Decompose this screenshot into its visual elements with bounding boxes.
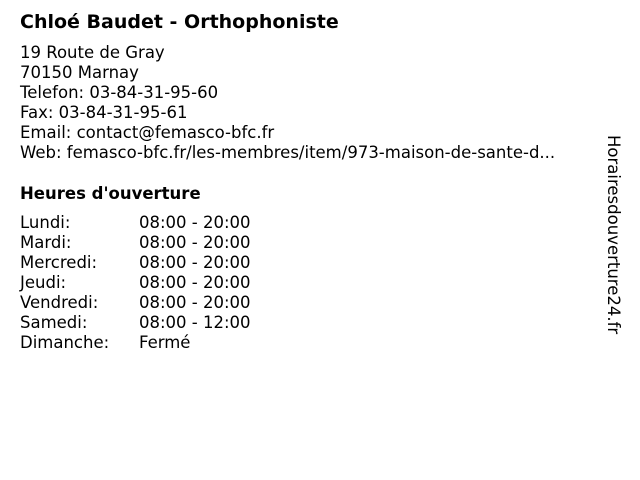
phone-number: Telefon: 03-84-31-95-60 xyxy=(20,83,219,102)
address-city: 70150 Marnay xyxy=(20,63,139,82)
website-url: Web: femasco-bfc.fr/les-membres/item/973-maison-de-sante-d... xyxy=(20,143,556,162)
email-address: Email: contact@femasco-bfc.fr xyxy=(20,123,275,142)
site-watermark: Horairesdouverture24.fr xyxy=(604,135,623,335)
opening-hours-heading: Heures d'ouverture xyxy=(20,184,201,203)
day-hours: 08:00 - 12:00 xyxy=(139,313,251,332)
day-hours: Fermé xyxy=(139,333,191,352)
day-label: Dimanche: xyxy=(20,333,110,352)
day-label: Vendredi: xyxy=(20,293,99,312)
day-label: Mardi: xyxy=(20,233,72,252)
fax-number: Fax: 03-84-31-95-61 xyxy=(20,103,188,122)
day-hours: 08:00 - 20:00 xyxy=(139,233,251,252)
day-hours: 08:00 - 20:00 xyxy=(139,253,251,272)
contact-info xyxy=(20,43,555,163)
day-hours: 08:00 - 20:00 xyxy=(139,273,251,292)
day-hours: 08:00 - 20:00 xyxy=(139,213,251,232)
address-street: 19 Route de Gray xyxy=(20,43,165,62)
day-label: Samedi: xyxy=(20,313,88,332)
day-label: Lundi: xyxy=(20,213,71,232)
day-label: Mercredi: xyxy=(20,253,98,272)
day-hours: 08:00 - 20:00 xyxy=(139,293,251,312)
day-label: Jeudi: xyxy=(20,273,67,292)
business-name: Chloé Baudet - Orthophoniste xyxy=(20,11,339,33)
